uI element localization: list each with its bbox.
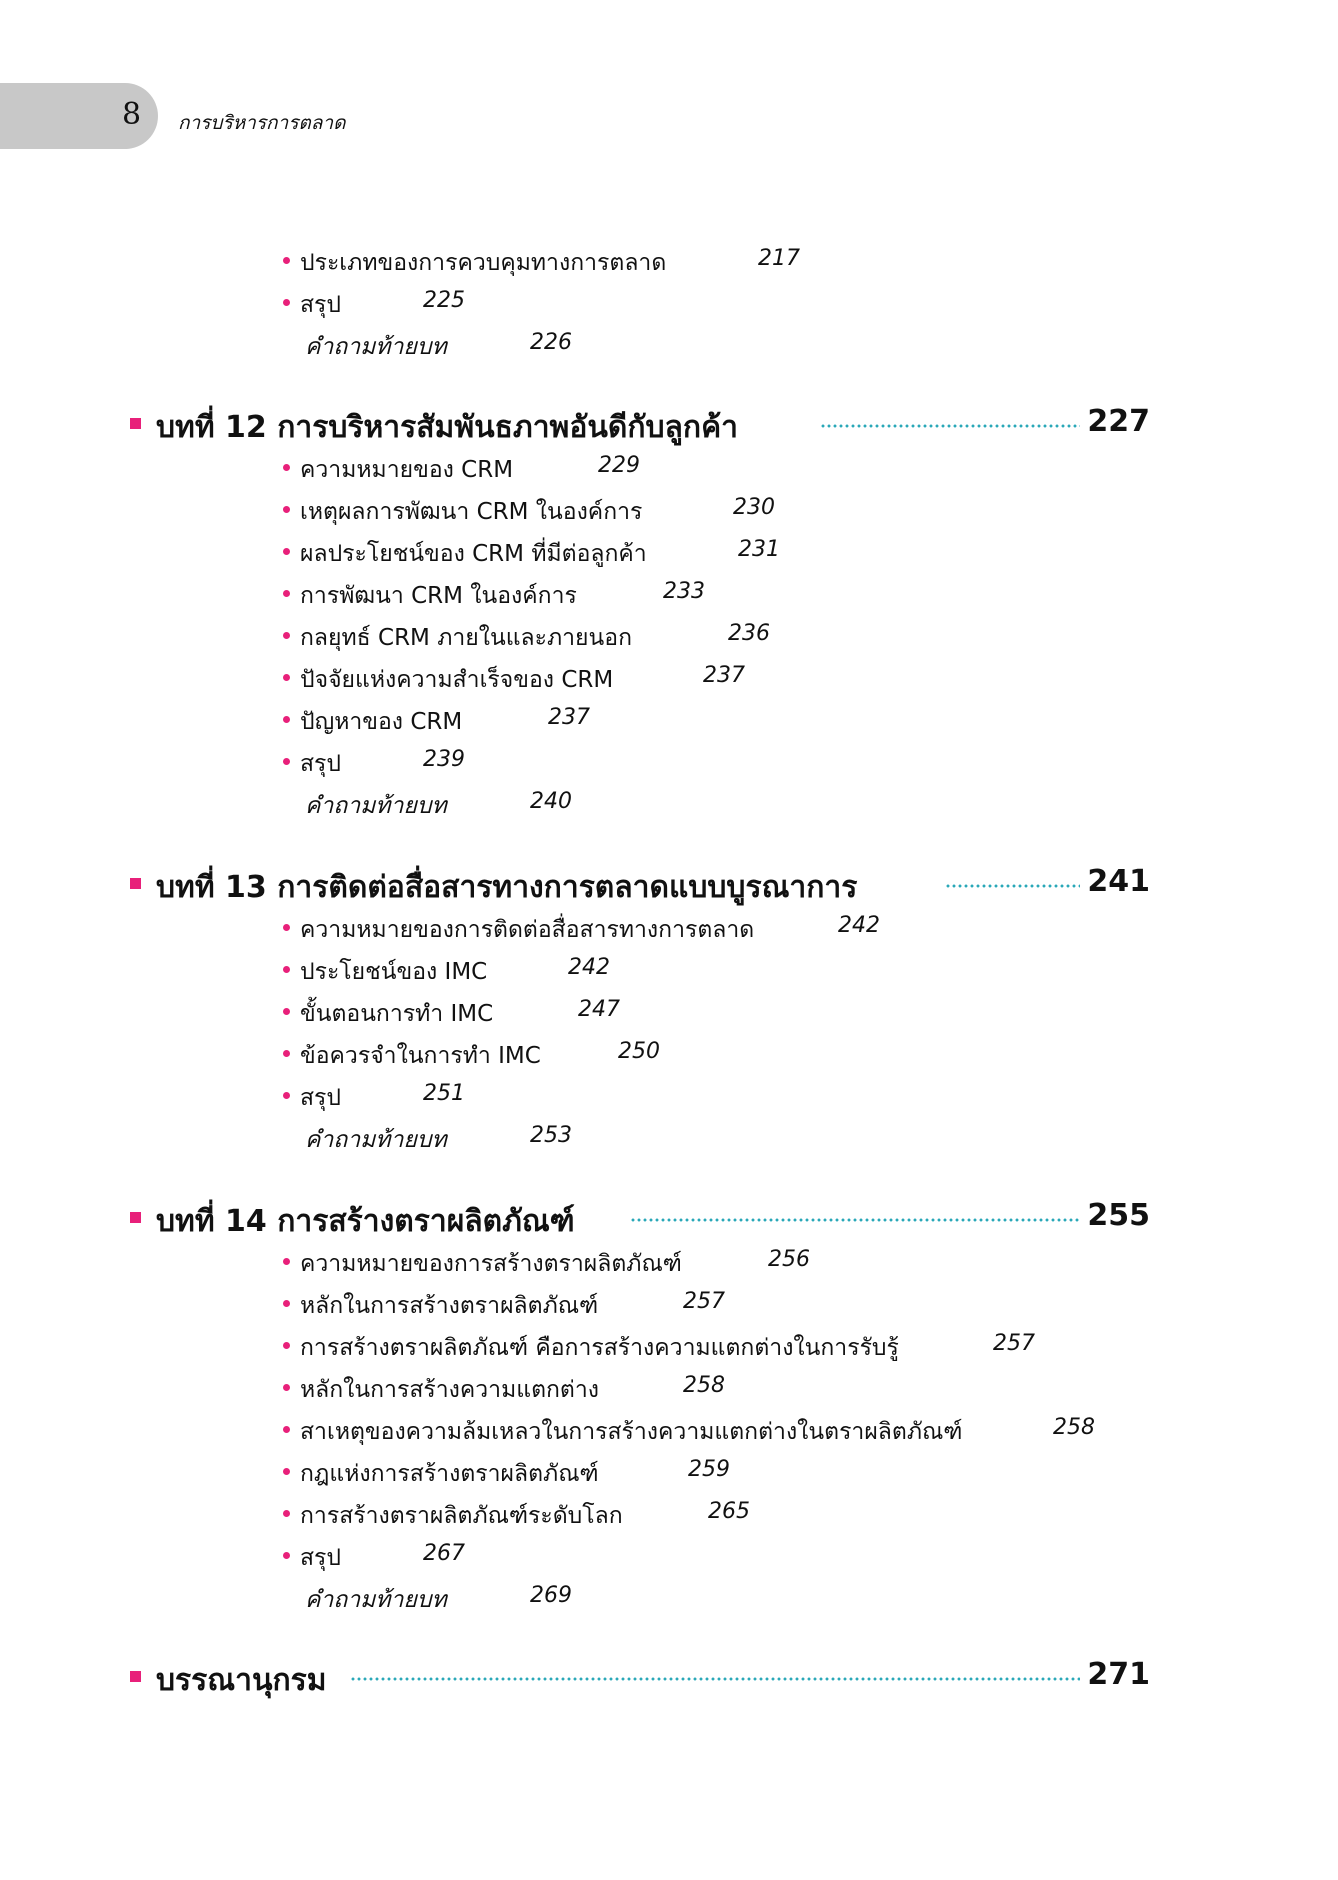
toc-entry[interactable]: สรุป 239 xyxy=(283,746,341,782)
chapter-heading-12[interactable]: บทที่ 12 การบริหารสัมพันธภาพอันดีกับลูกค้า 227 xyxy=(130,404,1150,446)
toc-entry[interactable]: กลยุทธ์ CRM ภายในและภายนอก 236 xyxy=(283,620,632,656)
toc-entry[interactable]: กฎแห่งการสร้างตราผลิตภัณฑ์ 259 xyxy=(283,1456,599,1492)
entry-page: 253 xyxy=(530,1123,572,1148)
bullet-icon xyxy=(283,1300,290,1307)
bullet-icon xyxy=(283,1258,290,1265)
entry-page: 217 xyxy=(758,246,800,271)
dot-leader xyxy=(820,424,1080,428)
bullet-icon xyxy=(283,758,290,765)
chapter-heading-14[interactable]: บทที่ 14 การสร้างตราผลิตภัณฑ์ 255 xyxy=(130,1198,1150,1240)
bullet-icon xyxy=(283,716,290,723)
chapter-page: 241 xyxy=(1087,864,1150,899)
toc-question[interactable]: คำถามท้ายบท 253 xyxy=(305,1123,572,1153)
entry-page: 240 xyxy=(530,789,572,814)
entry-page: 237 xyxy=(548,705,590,730)
entry-page: 225 xyxy=(423,288,465,313)
bullet-icon xyxy=(283,1050,290,1057)
entry-page: 267 xyxy=(423,1541,465,1566)
dot-leader xyxy=(350,1677,1080,1681)
square-bullet-icon xyxy=(130,1212,141,1223)
entry-page: 242 xyxy=(838,913,880,938)
toc-entry[interactable]: เหตุผลการพัฒนา CRM ในองค์การ 230 xyxy=(283,494,642,530)
toc-entry[interactable]: ความหมายของ CRM 229 xyxy=(283,452,513,488)
toc-entry[interactable]: ความหมายของการติดต่อสื่อสารทางการตลาด 242 xyxy=(283,912,754,948)
chapter-heading-13[interactable]: บทที่ 13 การติดต่อสื่อสารทางการตลาดแบบบูรณาการ 241 xyxy=(130,864,1150,906)
dot-leader xyxy=(945,884,1080,888)
bullet-icon xyxy=(283,1552,290,1559)
toc-entry[interactable]: ข้อควรจำในการทำ IMC 250 xyxy=(283,1038,541,1074)
entry-page: 265 xyxy=(708,1499,750,1524)
entry-page: 247 xyxy=(578,997,620,1022)
toc-entry[interactable]: ปัจจัยแห่งความสำเร็จของ CRM 237 xyxy=(283,662,613,698)
entry-page: 258 xyxy=(1053,1415,1095,1440)
entry-page: 250 xyxy=(618,1039,660,1064)
bullet-icon xyxy=(283,966,290,973)
bullet-icon xyxy=(283,1092,290,1099)
bibliography-heading[interactable]: บรรณานุกรม 271 xyxy=(130,1657,1150,1699)
bullet-icon xyxy=(283,464,290,471)
entry-page: 233 xyxy=(663,579,705,604)
entry-page: 239 xyxy=(423,747,465,772)
toc-entry[interactable]: หลักในการสร้างตราผลิตภัณฑ์ 257 xyxy=(283,1288,598,1324)
entry-page: 236 xyxy=(728,621,770,646)
entry-page: 230 xyxy=(733,495,775,520)
bullet-icon xyxy=(283,1510,290,1517)
bullet-icon xyxy=(283,924,290,931)
entry-page: 242 xyxy=(568,955,610,980)
chapter-page: 227 xyxy=(1087,404,1150,439)
toc-question[interactable]: คำถามท้ายบท 240 xyxy=(305,789,572,819)
entry-page: 256 xyxy=(768,1247,810,1272)
bullet-icon xyxy=(283,1342,290,1349)
running-title: การบริหารการตลาด xyxy=(178,112,346,134)
chapter-page: 255 xyxy=(1087,1198,1150,1233)
bullet-icon xyxy=(283,257,290,264)
toc-entry[interactable]: ผลประโยชน์ของ CRM ที่มีต่อลูกค้า 231 xyxy=(283,536,647,572)
bullet-icon xyxy=(283,674,290,681)
dot-leader xyxy=(630,1218,1080,1222)
toc-entry[interactable]: สรุป 251 xyxy=(283,1080,341,1116)
bullet-icon xyxy=(283,632,290,639)
toc-question[interactable]: คำถามท้ายบท 226 xyxy=(305,330,572,360)
entry-page: 231 xyxy=(738,537,780,562)
bullet-icon xyxy=(283,1384,290,1391)
toc-entry[interactable]: การสร้างตราผลิตภัณฑ์ระดับโลก 265 xyxy=(283,1498,623,1534)
bullet-icon xyxy=(283,1008,290,1015)
square-bullet-icon xyxy=(130,878,141,889)
bullet-icon xyxy=(283,1468,290,1475)
toc-entry[interactable]: ประเภทของการควบคุมทางการตลาด 217 xyxy=(283,245,666,281)
toc-entry[interactable]: ปัญหาของ CRM 237 xyxy=(283,704,462,740)
entry-page: 257 xyxy=(993,1331,1035,1356)
bullet-icon xyxy=(283,1426,290,1433)
entry-page: 251 xyxy=(423,1081,465,1106)
bullet-icon xyxy=(283,299,290,306)
entry-page: 269 xyxy=(530,1583,572,1608)
square-bullet-icon xyxy=(130,418,141,429)
page-number: 8 xyxy=(122,97,142,132)
chapter-page: 271 xyxy=(1087,1657,1150,1692)
toc-entry[interactable]: ประโยชน์ของ IMC 242 xyxy=(283,954,487,990)
bullet-icon xyxy=(283,590,290,597)
entry-page: 237 xyxy=(703,663,745,688)
bullet-icon xyxy=(283,548,290,555)
square-bullet-icon xyxy=(130,1671,141,1682)
toc-entry[interactable]: สรุป 225 xyxy=(283,287,341,323)
entry-page: 229 xyxy=(598,453,640,478)
bullet-icon xyxy=(283,506,290,513)
toc-entry[interactable]: ความหมายของการสร้างตราผลิตภัณฑ์ 256 xyxy=(283,1246,682,1282)
toc-entry[interactable]: หลักในการสร้างความแตกต่าง 258 xyxy=(283,1372,599,1408)
entry-page: 257 xyxy=(683,1289,725,1314)
entry-page: 258 xyxy=(683,1373,725,1398)
toc-entry[interactable]: การพัฒนา CRM ในองค์การ 233 xyxy=(283,578,577,614)
entry-page: 226 xyxy=(530,330,572,355)
toc-entry[interactable]: สรุป 267 xyxy=(283,1540,341,1576)
toc-question[interactable]: คำถามท้ายบท 269 xyxy=(305,1583,572,1613)
toc-entry[interactable]: สาเหตุของความล้มเหลวในการสร้างความแตกต่างในตราผลิตภัณฑ์ 258 xyxy=(283,1414,962,1450)
toc-entry[interactable]: การสร้างตราผลิตภัณฑ์ คือการสร้างความแตกต่างในการรับรู้ 257 xyxy=(283,1330,899,1366)
toc-entry[interactable]: ขั้นตอนการทำ IMC 247 xyxy=(283,996,493,1032)
entry-page: 259 xyxy=(688,1457,730,1482)
